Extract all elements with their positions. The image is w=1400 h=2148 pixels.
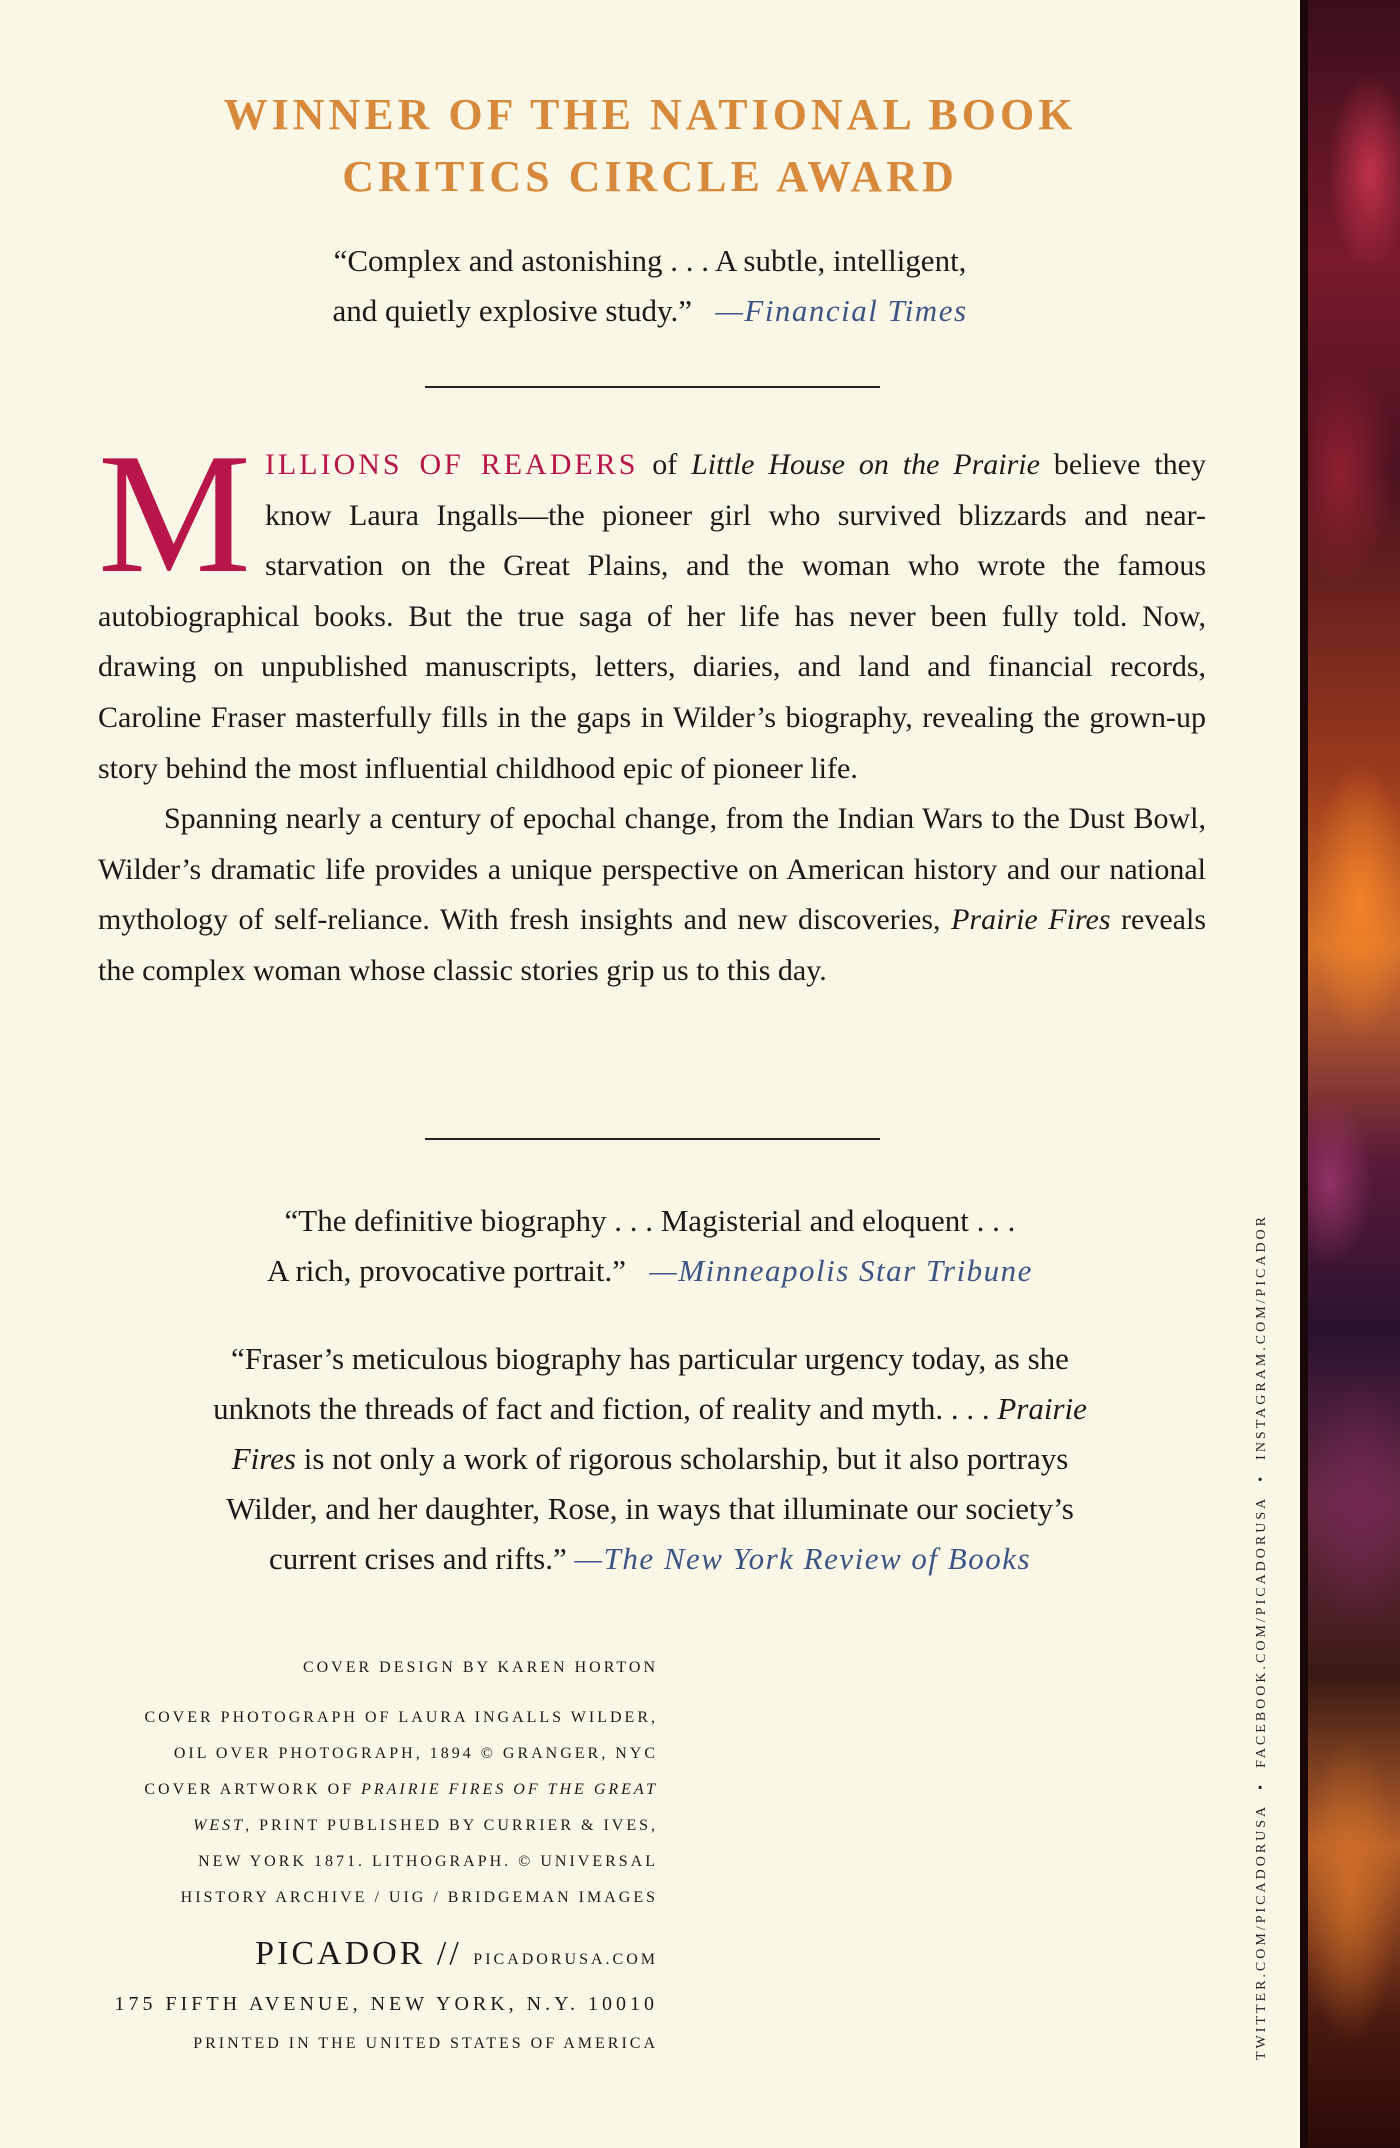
paragraph-text: Spanning nearly a century of epochal change, from the Indian Wars to the Dust Bowl, Wilder’s dramatic life provides a unique perspective on American history and our national mythology of self-reliance. With fresh insights and new discoveries, (98, 802, 1206, 937)
divider-rule (425, 1138, 880, 1140)
credit-text: COVER ARTWORK OF (144, 1781, 362, 1798)
description-paragraph-1 (98, 419, 1206, 794)
quote-text: and quietly explosive study.” (332, 293, 693, 328)
book-title-italic: Prairie Fires (951, 903, 1111, 937)
quote-source: —The New York Review of Books (574, 1541, 1032, 1576)
separator-dot: • (1254, 1473, 1269, 1482)
quote-line: “Complex and astonishing . . . A subtle, intelligent, (333, 243, 967, 278)
quote-financial-times (0, 236, 1300, 336)
quote-line (0, 1434, 1300, 1484)
credit-line (0, 1772, 658, 1808)
credit-italic: PRAIRIE FIRES OF THE GREAT (361, 1781, 658, 1798)
award-line-2: CRITICS CIRCLE AWARD (342, 152, 958, 201)
quote-text: is not only a work of rigorous scholarship, but it also portrays (295, 1441, 1069, 1476)
drop-cap: M (98, 419, 251, 609)
credit-line: HISTORY ARCHIVE / UIG / BRIDGEMAN IMAGES (180, 1889, 658, 1906)
paragraph-text: believe they know Laura Ingalls—the pioneer girl who survived blizzards and near-starvation on the Great Plains, and the woman who wrote the famous autobiographical books. But the true saga of her life has never been fully told. Now, drawing on unpublished manuscripts, letters, diaries, and land and financial records, Caroline Fraser masterfully fills in the gaps in Wilder’s biography, revealing the grown-up story behind the most influential childhood epic of pioneer life. (98, 448, 1206, 785)
social-links (1254, 1214, 1270, 2060)
publisher-name: PICADOR (255, 1935, 426, 1972)
quote-line (0, 1384, 1300, 1434)
cover-design-credit: COVER DESIGN BY KAREN HORTON (302, 1659, 658, 1676)
divider-rule (425, 386, 880, 388)
cover-artwork-strip (1300, 0, 1400, 2148)
credit-italic: WEST (193, 1817, 246, 1834)
quote-text: current crises and rifts.” (268, 1541, 567, 1576)
award-line-1: WINNER OF THE NATIONAL BOOK (223, 90, 1077, 139)
publisher-url: PICADORUSA.COM (473, 1951, 658, 1968)
instagram-link: INSTAGRAM.COM/PICADOR (1254, 1213, 1269, 1460)
credit-line (0, 1808, 658, 1844)
publisher-address: 175 FIFTH AVENUE, NEW YORK, N.Y. 10010 (114, 1993, 658, 2015)
credit-line: NEW YORK 1871. LITHOGRAPH. © UNIVERSAL (198, 1853, 658, 1870)
book-description (98, 419, 1207, 997)
credit-line: COVER PHOTOGRAPH OF LAURA INGALLS WILDER, (144, 1709, 658, 1726)
quote-source: —Minneapolis Star Tribune (649, 1253, 1033, 1288)
quote-text: unknots the threads of fact and fiction, of reality and myth. . . . (213, 1391, 998, 1426)
lead-small-caps: ILLIONS OF READERS (264, 448, 639, 481)
quote-line: “The definitive biography . . . Magisterial and eloquent . . . (284, 1203, 1016, 1238)
quote-line (0, 1246, 1300, 1296)
quote-star-tribune (0, 1196, 1300, 1296)
book-title-italic: Fires (231, 1441, 296, 1476)
quote-ny-review (0, 1334, 1300, 1584)
publisher-line (0, 1932, 658, 1982)
book-title-italic: Little House on the Prairie (691, 448, 1040, 481)
publisher-separator: // (425, 1935, 474, 1972)
lead-text: of (638, 448, 692, 481)
cover-credits (0, 1700, 658, 1916)
twitter-link: TWITTER.COM/PICADORUSA (1254, 1803, 1269, 2060)
credit-line: OIL OVER PHOTOGRAPH, 1894 © GRANGER, NYC (173, 1745, 658, 1762)
quote-line (0, 286, 1300, 336)
printed-in: PRINTED IN THE UNITED STATES OF AMERICA (193, 2035, 658, 2052)
quote-line (0, 1534, 1300, 1584)
description-paragraph-2 (98, 794, 1206, 996)
quote-line: Wilder, and her daughter, Rose, in ways that illuminate our society’s (226, 1491, 1074, 1526)
credit-text: , PRINT PUBLISHED BY CURRIER & IVES, (245, 1817, 658, 1834)
award-heading (0, 84, 1300, 208)
quote-text: A rich, provocative portrait.” (267, 1253, 626, 1288)
quote-source: —Financial Times (715, 293, 968, 328)
facebook-link: FACEBOOK.COM/PICADORUSA (1254, 1495, 1269, 1768)
separator-dot: • (1254, 1781, 1269, 1790)
quote-line: “Fraser’s meticulous biography has particular urgency today, as she (231, 1341, 1069, 1376)
book-title-italic: Prairie (997, 1391, 1087, 1426)
paragraph-text: reveals the complex woman whose classic stories grip us to this day. (98, 903, 1207, 987)
